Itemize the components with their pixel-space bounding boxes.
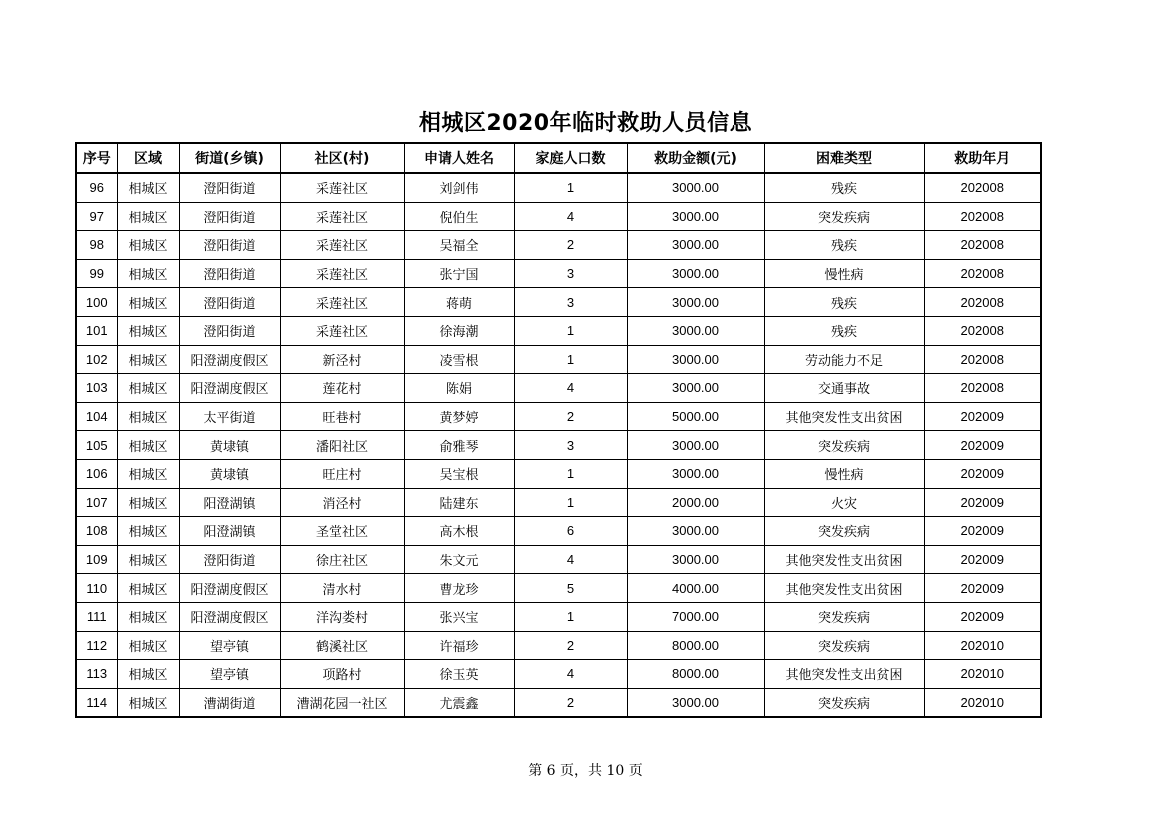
cell-col-community: 采莲社区 — [280, 259, 404, 288]
cell-col-family-size: 2 — [514, 631, 627, 660]
cell-col-applicant: 徐玉英 — [404, 660, 514, 689]
cell-col-amount: 3000.00 — [627, 688, 764, 717]
cell-col-street: 望亭镇 — [179, 631, 280, 660]
table-header-row — [76, 143, 1041, 173]
cell-col-street: 太平街道 — [179, 402, 280, 431]
table-row — [76, 374, 1041, 403]
cell-col-date: 202009 — [924, 545, 1041, 574]
cell-col-amount: 3000.00 — [627, 288, 764, 317]
cell-col-region: 相城区 — [117, 431, 179, 460]
cell-col-community: 采莲社区 — [280, 173, 404, 202]
table-row — [76, 402, 1041, 431]
cell-col-difficulty: 其他突发性支出贫困 — [764, 402, 924, 431]
cell-col-family-size: 6 — [514, 517, 627, 546]
cell-col-date: 202009 — [924, 488, 1041, 517]
cell-col-family-size: 1 — [514, 459, 627, 488]
cell-col-amount: 5000.00 — [627, 402, 764, 431]
cell-col-region: 相城区 — [117, 660, 179, 689]
cell-col-street: 澄阳街道 — [179, 202, 280, 231]
cell-col-date: 202008 — [924, 259, 1041, 288]
cell-col-applicant: 凌雪根 — [404, 345, 514, 374]
cell-col-community: 消泾村 — [280, 488, 404, 517]
cell-col-applicant: 朱文元 — [404, 545, 514, 574]
cell-col-difficulty: 突发疾病 — [764, 688, 924, 717]
cell-col-amount: 3000.00 — [627, 374, 764, 403]
cell-col-street: 阳澄湖度假区 — [179, 374, 280, 403]
cell-col-difficulty: 其他突发性支出贫困 — [764, 574, 924, 603]
cell-col-applicant: 曹龙珍 — [404, 574, 514, 603]
cell-col-region: 相城区 — [117, 173, 179, 202]
cell-col-amount: 3000.00 — [627, 202, 764, 231]
cell-col-community: 莲花村 — [280, 374, 404, 403]
cell-col-community: 漕湖花园一社区 — [280, 688, 404, 717]
cell-col-community: 采莲社区 — [280, 288, 404, 317]
cell-col-applicant: 俞雅琴 — [404, 431, 514, 460]
cell-col-family-size: 1 — [514, 488, 627, 517]
cell-col-difficulty: 其他突发性支出贫困 — [764, 660, 924, 689]
cell-col-region: 相城区 — [117, 288, 179, 317]
cell-col-amount: 3000.00 — [627, 345, 764, 374]
cell-col-family-size: 1 — [514, 345, 627, 374]
cell-col-region: 相城区 — [117, 517, 179, 546]
cell-col-street: 阳澄湖度假区 — [179, 574, 280, 603]
cell-col-region: 相城区 — [117, 488, 179, 517]
cell-col-street: 阳澄湖度假区 — [179, 602, 280, 631]
header-col-family-size: 家庭人口数 — [514, 143, 627, 173]
cell-col-street: 阳澄湖镇 — [179, 488, 280, 517]
table-row — [76, 345, 1041, 374]
cell-col-street: 澄阳街道 — [179, 259, 280, 288]
cell-col-family-size: 4 — [514, 202, 627, 231]
cell-col-family-size: 3 — [514, 288, 627, 317]
cell-col-seq: 105 — [76, 431, 117, 460]
cell-col-difficulty: 突发疾病 — [764, 202, 924, 231]
cell-col-family-size: 4 — [514, 374, 627, 403]
cell-col-applicant: 尤震鑫 — [404, 688, 514, 717]
cell-col-seq: 98 — [76, 231, 117, 260]
cell-col-family-size: 1 — [514, 316, 627, 345]
cell-col-seq: 97 — [76, 202, 117, 231]
cell-col-street: 阳澄湖镇 — [179, 517, 280, 546]
table-row — [76, 259, 1041, 288]
cell-col-applicant: 高木根 — [404, 517, 514, 546]
cell-col-street: 澄阳街道 — [179, 231, 280, 260]
header-col-difficulty: 困难类型 — [764, 143, 924, 173]
header-col-amount: 救助金额(元) — [627, 143, 764, 173]
cell-col-seq: 111 — [76, 602, 117, 631]
cell-col-date: 202008 — [924, 374, 1041, 403]
cell-col-amount: 8000.00 — [627, 660, 764, 689]
cell-col-amount: 3000.00 — [627, 259, 764, 288]
cell-col-date: 202008 — [924, 231, 1041, 260]
cell-col-difficulty: 突发疾病 — [764, 631, 924, 660]
cell-col-difficulty: 其他突发性支出贫困 — [764, 545, 924, 574]
cell-col-date: 202009 — [924, 459, 1041, 488]
cell-col-seq: 103 — [76, 374, 117, 403]
table-row — [76, 545, 1041, 574]
cell-col-seq: 109 — [76, 545, 117, 574]
cell-col-seq: 114 — [76, 688, 117, 717]
cell-col-difficulty: 残疾 — [764, 316, 924, 345]
header-col-date: 救助年月 — [924, 143, 1041, 173]
table-row — [76, 688, 1041, 717]
cell-col-amount: 3000.00 — [627, 517, 764, 546]
cell-col-community: 潘阳社区 — [280, 431, 404, 460]
cell-col-seq: 107 — [76, 488, 117, 517]
cell-col-amount: 3000.00 — [627, 316, 764, 345]
cell-col-region: 相城区 — [117, 631, 179, 660]
cell-col-region: 相城区 — [117, 459, 179, 488]
cell-col-applicant: 刘剑伟 — [404, 173, 514, 202]
cell-col-street: 澄阳街道 — [179, 173, 280, 202]
table-body — [76, 173, 1041, 717]
cell-col-region: 相城区 — [117, 688, 179, 717]
cell-col-community: 采莲社区 — [280, 202, 404, 231]
cell-col-family-size: 4 — [514, 545, 627, 574]
cell-col-community: 采莲社区 — [280, 316, 404, 345]
cell-col-applicant: 黄梦婷 — [404, 402, 514, 431]
cell-col-seq: 110 — [76, 574, 117, 603]
cell-col-community: 清水村 — [280, 574, 404, 603]
table-row — [76, 316, 1041, 345]
cell-col-seq: 112 — [76, 631, 117, 660]
cell-col-amount: 3000.00 — [627, 431, 764, 460]
cell-col-seq: 108 — [76, 517, 117, 546]
cell-col-difficulty: 突发疾病 — [764, 602, 924, 631]
cell-col-street: 黄埭镇 — [179, 459, 280, 488]
table-row — [76, 602, 1041, 631]
cell-col-region: 相城区 — [117, 602, 179, 631]
table-row — [76, 660, 1041, 689]
table-row — [76, 517, 1041, 546]
cell-col-difficulty: 残疾 — [764, 173, 924, 202]
cell-col-difficulty: 慢性病 — [764, 259, 924, 288]
cell-col-date: 202010 — [924, 688, 1041, 717]
cell-col-community: 项路村 — [280, 660, 404, 689]
table-row — [76, 231, 1041, 260]
cell-col-difficulty: 突发疾病 — [764, 431, 924, 460]
cell-col-amount: 2000.00 — [627, 488, 764, 517]
cell-col-applicant: 徐海潮 — [404, 316, 514, 345]
header-col-street: 街道(乡镇) — [179, 143, 280, 173]
cell-col-date: 202008 — [924, 288, 1041, 317]
table-row — [76, 631, 1041, 660]
cell-col-seq: 96 — [76, 173, 117, 202]
cell-col-community: 新泾村 — [280, 345, 404, 374]
table-row — [76, 431, 1041, 460]
cell-col-region: 相城区 — [117, 545, 179, 574]
cell-col-region: 相城区 — [117, 316, 179, 345]
cell-col-difficulty: 火灾 — [764, 488, 924, 517]
cell-col-applicant: 蒋萌 — [404, 288, 514, 317]
cell-col-date: 202008 — [924, 202, 1041, 231]
cell-col-seq: 113 — [76, 660, 117, 689]
cell-col-difficulty: 残疾 — [764, 288, 924, 317]
cell-col-street: 澄阳街道 — [179, 545, 280, 574]
cell-col-seq: 106 — [76, 459, 117, 488]
header-col-seq: 序号 — [76, 143, 117, 173]
cell-col-family-size: 3 — [514, 259, 627, 288]
cell-col-seq: 100 — [76, 288, 117, 317]
cell-col-date: 202010 — [924, 631, 1041, 660]
table-row — [76, 574, 1041, 603]
cell-col-applicant: 陆建东 — [404, 488, 514, 517]
cell-col-family-size: 2 — [514, 688, 627, 717]
cell-col-amount: 7000.00 — [627, 602, 764, 631]
cell-col-amount: 3000.00 — [627, 231, 764, 260]
cell-col-region: 相城区 — [117, 345, 179, 374]
cell-col-region: 相城区 — [117, 231, 179, 260]
cell-col-seq: 102 — [76, 345, 117, 374]
page-footer: 第 6 页，共 10 页 — [528, 763, 643, 779]
cell-col-street: 望亭镇 — [179, 660, 280, 689]
cell-col-date: 202009 — [924, 431, 1041, 460]
cell-col-date: 202008 — [924, 173, 1041, 202]
cell-col-amount: 8000.00 — [627, 631, 764, 660]
cell-col-family-size: 3 — [514, 431, 627, 460]
cell-col-date: 202010 — [924, 660, 1041, 689]
cell-col-amount: 3000.00 — [627, 545, 764, 574]
table-row — [76, 288, 1041, 317]
cell-col-community: 鹤溪社区 — [280, 631, 404, 660]
cell-col-family-size: 2 — [514, 231, 627, 260]
cell-col-family-size: 5 — [514, 574, 627, 603]
cell-col-date: 202008 — [924, 345, 1041, 374]
cell-col-family-size: 4 — [514, 660, 627, 689]
cell-col-applicant: 陈娟 — [404, 374, 514, 403]
cell-col-seq: 101 — [76, 316, 117, 345]
cell-col-difficulty: 残疾 — [764, 231, 924, 260]
table-row — [76, 173, 1041, 202]
cell-col-amount: 3000.00 — [627, 173, 764, 202]
cell-col-community: 徐庄社区 — [280, 545, 404, 574]
cell-col-family-size: 1 — [514, 602, 627, 631]
cell-col-applicant: 许福珍 — [404, 631, 514, 660]
cell-col-applicant: 张宁国 — [404, 259, 514, 288]
cell-col-difficulty: 交通事故 — [764, 374, 924, 403]
cell-col-amount: 3000.00 — [627, 459, 764, 488]
cell-col-street: 澄阳街道 — [179, 316, 280, 345]
cell-col-community: 旺巷村 — [280, 402, 404, 431]
header-col-region: 区域 — [117, 143, 179, 173]
cell-col-applicant: 吴福全 — [404, 231, 514, 260]
page-title: 相城区2020年临时救助人员信息 — [418, 111, 753, 136]
header-col-applicant: 申请人姓名 — [404, 143, 514, 173]
relief-table — [75, 142, 1042, 718]
cell-col-date: 202009 — [924, 517, 1041, 546]
cell-col-date: 202008 — [924, 316, 1041, 345]
header-col-community: 社区(村) — [280, 143, 404, 173]
cell-col-family-size: 2 — [514, 402, 627, 431]
cell-col-applicant: 倪伯生 — [404, 202, 514, 231]
cell-col-date: 202009 — [924, 602, 1041, 631]
cell-col-region: 相城区 — [117, 374, 179, 403]
cell-col-street: 漕湖街道 — [179, 688, 280, 717]
cell-col-applicant: 吴宝根 — [404, 459, 514, 488]
cell-col-street: 澄阳街道 — [179, 288, 280, 317]
cell-col-family-size: 1 — [514, 173, 627, 202]
cell-col-seq: 104 — [76, 402, 117, 431]
cell-col-community: 洋沟娄村 — [280, 602, 404, 631]
cell-col-difficulty: 突发疾病 — [764, 517, 924, 546]
cell-col-difficulty: 慢性病 — [764, 459, 924, 488]
cell-col-date: 202009 — [924, 574, 1041, 603]
cell-col-community: 旺庄村 — [280, 459, 404, 488]
cell-col-date: 202009 — [924, 402, 1041, 431]
cell-col-community: 圣堂社区 — [280, 517, 404, 546]
table-row — [76, 202, 1041, 231]
cell-col-applicant: 张兴宝 — [404, 602, 514, 631]
cell-col-community: 采莲社区 — [280, 231, 404, 260]
cell-col-region: 相城区 — [117, 259, 179, 288]
table-row — [76, 488, 1041, 517]
cell-col-street: 黄埭镇 — [179, 431, 280, 460]
cell-col-region: 相城区 — [117, 402, 179, 431]
table-row — [76, 459, 1041, 488]
cell-col-region: 相城区 — [117, 574, 179, 603]
cell-col-region: 相城区 — [117, 202, 179, 231]
cell-col-street: 阳澄湖度假区 — [179, 345, 280, 374]
cell-col-amount: 4000.00 — [627, 574, 764, 603]
cell-col-seq: 99 — [76, 259, 117, 288]
cell-col-difficulty: 劳动能力不足 — [764, 345, 924, 374]
